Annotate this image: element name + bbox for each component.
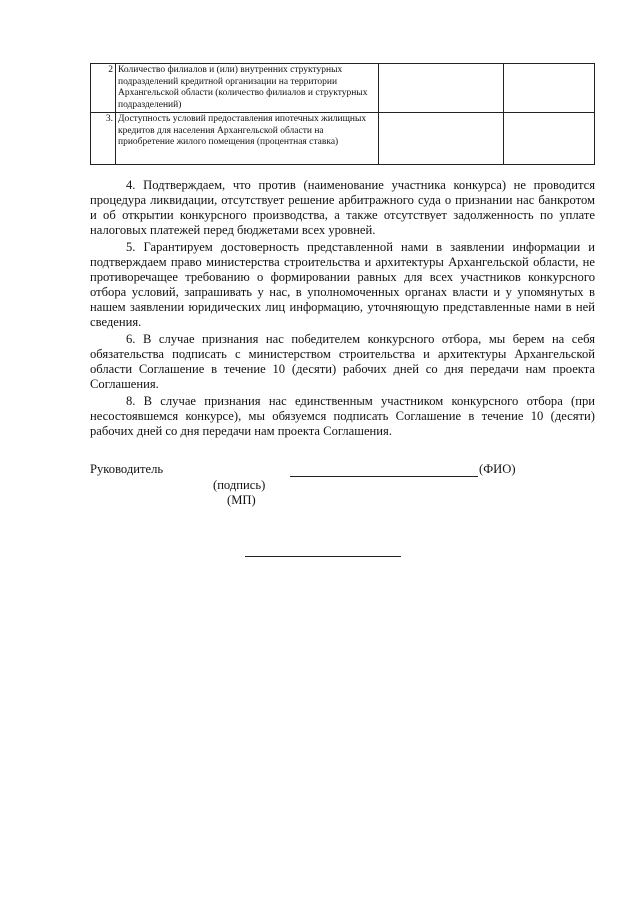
row-score-cell	[504, 113, 595, 165]
body-text	[90, 178, 595, 441]
row-value-cell	[379, 64, 504, 113]
signature-label: (подпись)	[213, 478, 266, 492]
stamp-label: (МП)	[227, 493, 256, 507]
paragraph-8: 8. В случае признания нас единственным участником конкурсного отбора (при несостоявшемся конкурсе), мы обязуемся подписать Соглашение в течение 10 (десяти) рабочих дней со дня передачи нам проекта Соглашения.	[90, 394, 595, 438]
signature-line	[290, 476, 478, 477]
closing-divider	[245, 556, 401, 557]
row-number: 3.	[91, 113, 116, 165]
signatory-role: Руководитель	[90, 462, 164, 476]
paragraph-5: 5. Гарантируем достоверность представленной нами в заявлении информации и подтверждаем право министерства строительства и архитектуры Архангельской области, не противоречащее требованию о формировании равных для всех участников конкурсного отбора условий, запрашивать у нас, в уполномоченных органах власти и у упомянутых в нашем заявлении юридических лиц информацию, уточняющую представленные нами в ней сведения.	[90, 240, 595, 329]
paragraph-4: 4. Подтверждаем, что против (наименование участника конкурса) не проводится процедура ликвидации, отсутствует решение арбитражного суда о признании нас банкротом и об открытии конкурсного производства, а также отсутствует задолженность по уплате налоговых платежей перед бюджетами всех уровней.	[90, 178, 595, 237]
row-value-cell	[379, 113, 504, 165]
row-number: 2	[91, 64, 116, 113]
row-criterion-text: Количество филиалов и (или) внутренних структурных подразделений кредитной организации на территории Архангельской области (количество филиалов и структурных подразделений)	[116, 64, 379, 113]
row-score-cell	[504, 64, 595, 113]
criteria-table	[90, 63, 595, 165]
table-row	[91, 64, 595, 113]
paragraph-6: 6. В случае признания нас победителем конкурсного отбора, мы берем на себя обязательства подписать с министерством строительства и архитектуры Архангельской области Соглашение в течение 10 (десяти) рабочих дней со дня передачи нам проекта Соглашения.	[90, 332, 595, 391]
fio-label: (ФИО)	[479, 462, 516, 476]
table-row	[91, 113, 595, 165]
row-criterion-text: Доступность условий предоставления ипотечных жилищных кредитов для населения Архангельской области на приобретение жилого помещения (процентная ставка)	[116, 113, 379, 165]
